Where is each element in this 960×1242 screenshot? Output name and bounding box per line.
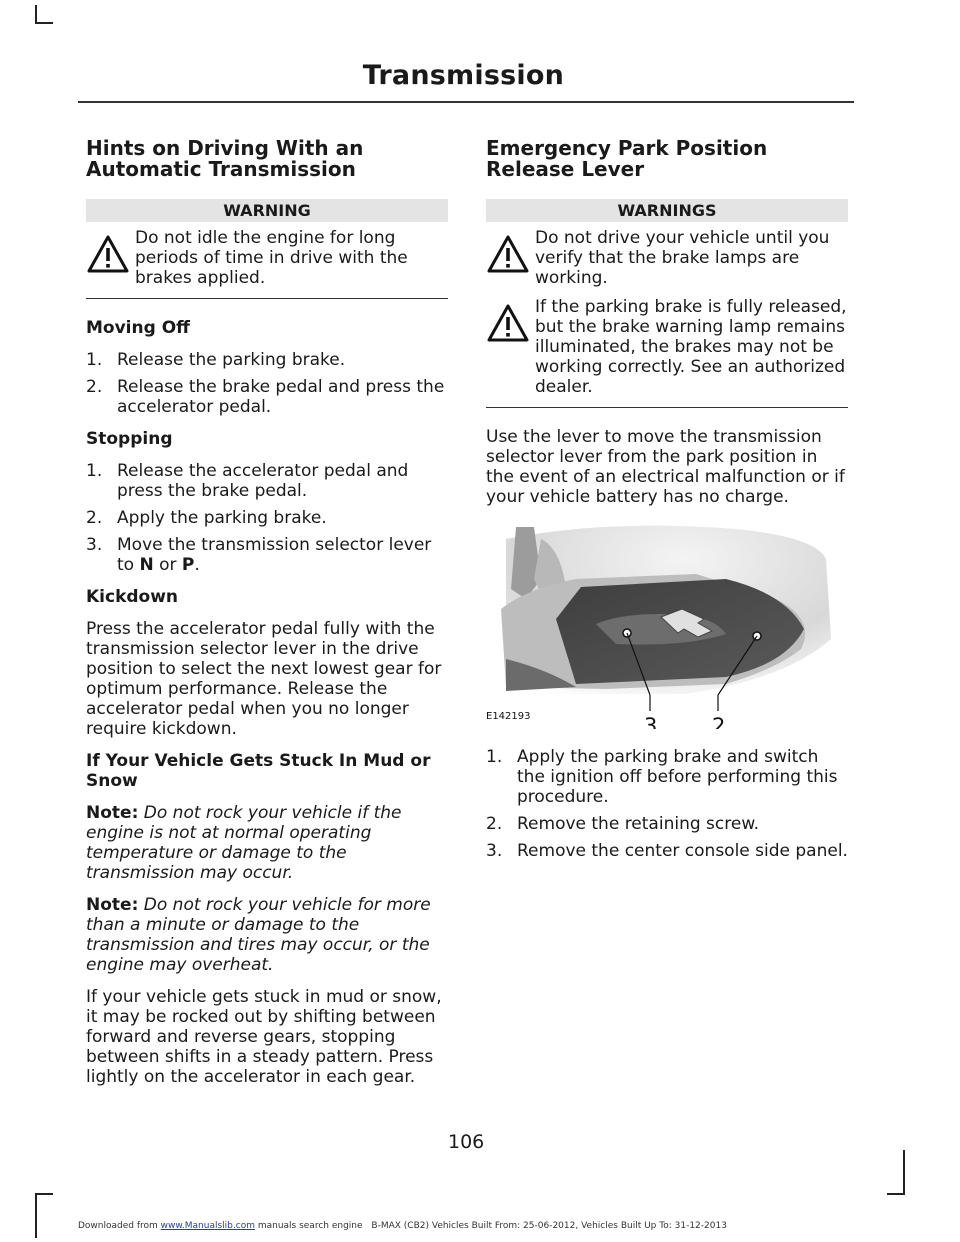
step-number: 3. [86,535,103,555]
step-text: Apply the parking brake. [117,508,327,528]
footer-vehicle: B-MAX (CB2) Vehicles Built From: 25-06-2012, Vehicles Built Up To: 31-12-2013 [371,1221,727,1231]
step-text: Remove the retaining screw. [517,814,760,834]
list-item [86,535,448,575]
note-label: Note: [86,803,139,823]
subheading-kickdown: Kickdown [86,587,179,607]
crop-mark [35,1193,53,1195]
right-column [486,138,848,873]
step-number: 2. [86,377,103,397]
warning-divider [86,298,448,299]
warning-divider [486,407,848,408]
step-text: Release the brake pedal and press the accelerator pedal. [117,377,445,417]
list-item [86,350,448,370]
step-text: Release the accelerator pedal and press the brake pedal. [117,461,409,501]
left-column [86,138,448,1099]
section-heading: Emergency Park Position Release Lever [486,136,768,181]
crop-mark [35,22,53,24]
step-text: Move the transmission selector lever to [117,535,432,575]
crop-mark [887,1193,905,1195]
gear-p: P [181,555,195,575]
gear-n: N [139,555,154,575]
step-number: 3. [486,841,503,861]
list-item [86,508,448,528]
kickdown-text: Press the accelerator pedal fully with the transmission selector lever in the drive position to select the next lowest gear for optimum performance. Release the accelerator pedal when you no longer require kickdown. [86,619,442,739]
list-item [486,841,848,861]
warning-triangle-icon [486,303,530,343]
list-item [486,747,848,807]
subheading-stuck: If Your Vehicle Gets Stuck In Mud or Snow [86,751,431,791]
warning-text: If the parking brake is fully released, but the brake warning lamp remains illuminated, the brakes may not be working correctly. See an authorized dealer. [535,297,847,397]
step-text-end: . [194,555,200,575]
step-text: Apply the parking brake and switch the ignition off before performing this procedure. [517,747,838,807]
step-number: 1. [86,461,103,481]
stuck-text: If your vehicle gets stuck in mud or snow, it may be rocked out by shifting between forward and reverse gears, stopping between shifts in a steady pattern. Press lightly on the accelerator in each gear. [86,987,442,1087]
warnings-label: WARNINGS [486,199,848,222]
section-heading: Hints on Driving With an Automatic Transmission [86,136,364,181]
note-label: Note: [86,895,139,915]
figure-code: E142193 [486,711,531,722]
warning-text: Do not idle the engine for long periods of time in drive with the brakes applied. [135,228,408,288]
step-text: Release the parking brake. [117,350,346,370]
step-number: 1. [486,747,503,767]
warning-triangle-icon [86,234,130,274]
footer-prefix: Downloaded from [78,1221,161,1231]
warning-item [86,228,448,288]
note-text: Do not rock your vehicle if the engine is not at normal operating temperature or damage to the transmission may occur. [86,803,402,883]
callout-3: 3 [644,714,658,729]
header-divider [78,101,854,103]
step-number: 1. [86,350,103,370]
warning-text: Do not drive your vehicle until you verify that the brake lamps are working. [535,228,830,288]
stopping-steps [86,461,448,575]
step-text-or: or [153,555,182,575]
step-number: 2. [486,814,503,834]
callout-2: 2 [712,714,726,729]
page-title: Transmission [362,60,564,91]
list-item [86,377,448,417]
release-steps [486,747,848,861]
warning-item [486,228,848,288]
list-item [86,461,448,501]
moving-off-steps [86,350,448,417]
note-text: Do not rock your vehicle for more than a minute or damage to the transmission and tires may occur, or the engine may overheat. [86,895,431,975]
step-number: 2. [86,508,103,528]
subheading-moving-off: Moving Off [86,318,190,338]
note [86,895,448,975]
footer-suffix: manuals search engine [254,1221,363,1231]
page-number: 106 [448,1131,485,1153]
footer [78,1221,727,1231]
note [86,803,448,883]
footer-link[interactable]: www.Manualslib.com [160,1221,255,1231]
console-illustration [486,519,848,729]
console-side-panel-illustration [486,519,848,729]
list-item [486,814,848,834]
step-text: Remove the center console side panel. [517,841,848,861]
crop-mark [35,5,37,23]
intro-text: Use the lever to move the transmission selector lever from the park position in the event of an electrical malfunction or if your vehicle battery has no charge. [486,427,845,507]
crop-mark [903,1150,905,1195]
warning-triangle-icon [486,234,530,274]
subheading-stopping: Stopping [86,429,173,449]
warning-item [486,297,848,397]
crop-mark [35,1193,37,1238]
warning-label: WARNING [86,199,448,222]
